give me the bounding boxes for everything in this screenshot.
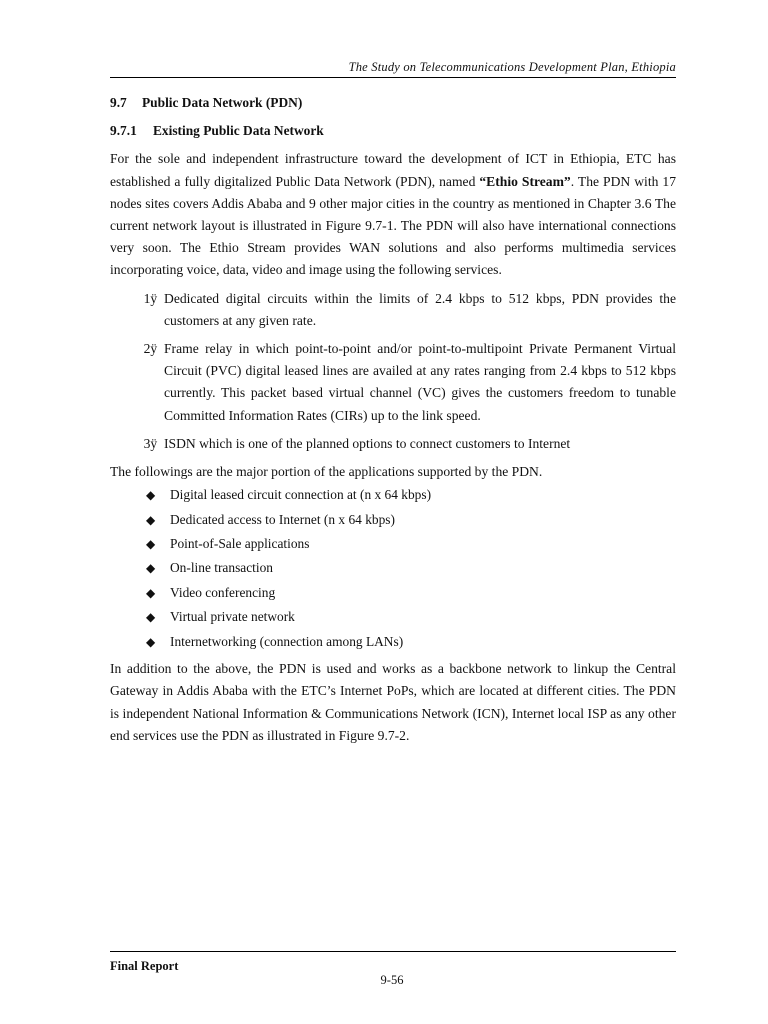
list-item: ◆ Point-of-Sale applications: [110, 532, 676, 556]
service-item: [110, 288, 676, 332]
subsection-number: 9.7.1: [110, 123, 137, 139]
diamond-bullet-icon: ◆: [146, 561, 156, 576]
footer-rule: [110, 951, 676, 952]
diamond-bullet-icon: ◆: [146, 585, 156, 600]
ethio-stream-name: “Ethio Stream”: [479, 173, 571, 189]
service-marker: 3ÿ: [143, 435, 158, 451]
subsection-title: Existing Public Data Network: [153, 123, 324, 139]
list-item: ◆ Dedicated access to Internet (n x 64 kbps): [110, 508, 676, 532]
list-item: ◆ Virtual private network: [110, 605, 676, 629]
diamond-bullet-icon: ◆: [146, 610, 156, 625]
service-text: Frame relay in which point-to-point and/or point-to-multipoint Private Permanent Virtual Circuit (PVC) digital leased lines are availed at any rates ranging from 2.4 kbps to 512 kbps currently. This packet based virtual channel (VC) gives the customers freedom to tunable Committed Information Rates (CIRs) up to the link speed.: [164, 341, 676, 423]
page-number: 9-56: [380, 973, 404, 987]
list-item: ◆ Digital leased circuit connection at (n x 64 kbps): [110, 483, 676, 507]
footer-label: Final Report: [110, 959, 179, 973]
service-item: [110, 433, 676, 455]
service-text: ISDN which is one of the planned options to connect customers to Internet: [164, 435, 571, 451]
subsection-heading-9-7-1: [110, 120, 676, 142]
diamond-bullet-icon: ◆: [146, 634, 156, 649]
running-header: The Study on Telecommunications Development Plan, Ethiopia: [348, 60, 676, 74]
service-marker: 2ÿ: [143, 341, 158, 357]
diamond-bullet-icon: ◆: [146, 512, 156, 527]
header-rule: [110, 77, 676, 78]
list-item: ◆ Internetworking (connection among LANs): [110, 630, 676, 654]
intro-text-end: . The PDN with 17 nodes sites covers Addis Ababa and 9 other major cities in the country as mentioned in Chapter 3.6 The current network layout is illustrated in Figure 9.7-1. The PDN will also have international connections very soon. The Ethio Stream provides WAN solutions and also performs multimedia services incorporating voice, data, video and image using the following services.: [110, 173, 676, 278]
section-number: 9.7: [110, 95, 127, 110]
service-text: Dedicated digital circuits within the limits of 2.4 kbps to 512 kbps, PDN provides the customers at any given rate.: [164, 290, 676, 328]
diamond-bullet-icon: ◆: [146, 488, 156, 503]
section-title: Public Data Network (PDN): [142, 95, 303, 110]
section-heading-9-7: [110, 92, 676, 114]
intro-paragraph: [110, 148, 676, 281]
list-item: ◆ On-line transaction: [110, 556, 676, 580]
diamond-bullet-icon: ◆: [146, 537, 156, 552]
body-text: [110, 92, 676, 753]
list-item: ◆ Video conferencing: [110, 581, 676, 605]
applications-list: [110, 483, 676, 654]
intro-text-start: For the sole and independent infrastructure toward the development of ICT in Ethiopia, ETC has established a fully digitalized Public Data Network (PDN), named: [110, 151, 676, 189]
service-marker: 1ÿ: [143, 290, 158, 306]
service-item: [110, 338, 676, 427]
closing-paragraph: In addition to the above, the PDN is used and works as a backbone network to linkup the Central Gateway in Addis Ababa with the ETC’s Internet PoPs, which are located at different cities. The PDN is independent National Information & Communications Network (ICN), Internet local ISP as any other end services use the PDN as illustrated in Figure 9.7-2.: [110, 661, 676, 743]
applications-intro: The followings are the major portion of the applications supported by the PDN.: [110, 464, 543, 480]
